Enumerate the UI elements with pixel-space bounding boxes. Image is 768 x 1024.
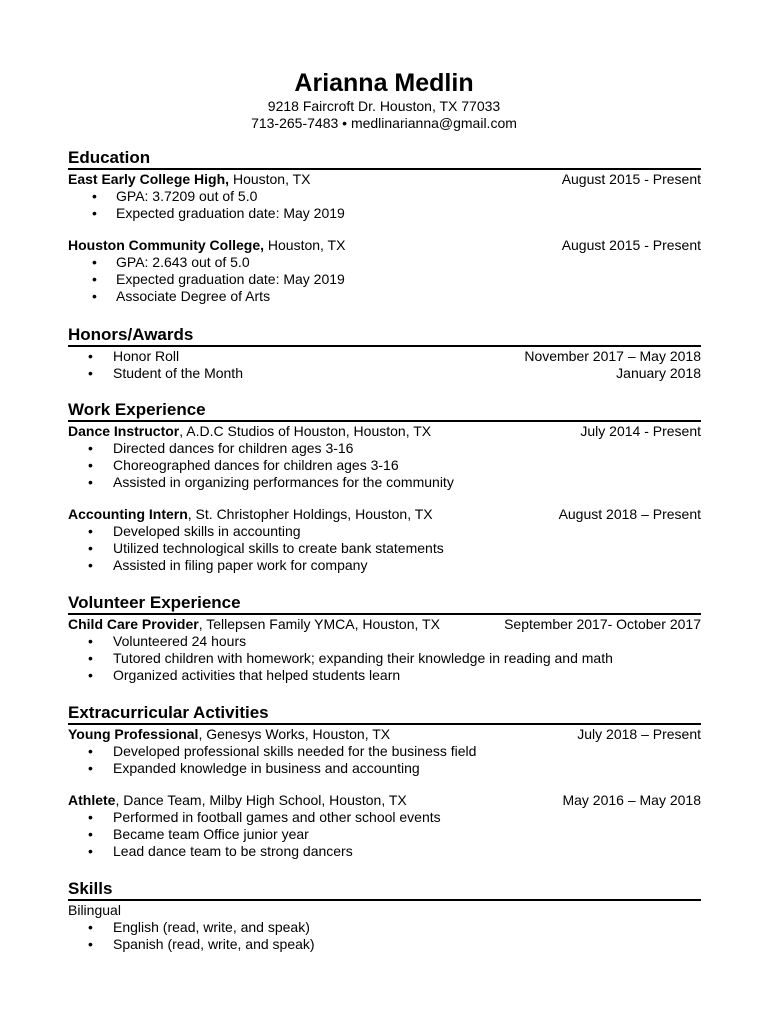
list-item: • Performed in football games and other school events: [68, 809, 701, 826]
section-title: Skills: [68, 879, 701, 901]
list-item: • Tutored children with homework; expanding their knowledge in reading and math: [68, 650, 701, 667]
list-item: • Spanish (read, write, and speak): [68, 936, 701, 953]
entry-date: July 2014 - Present: [580, 423, 701, 439]
resume-header: [0, 68, 768, 131]
entry-org: Houston Community College,: [68, 237, 264, 253]
section-title: Honors/Awards: [68, 325, 701, 347]
list-item: • Honor Roll November 2017 – May 2018: [68, 348, 701, 365]
entry-role: Dance Instructor: [68, 423, 180, 439]
contact-info: 713-265-7483 • medlinarianna@gmail.com: [251, 114, 517, 131]
award-date: November 2017 – May 2018: [524, 348, 701, 364]
address: 9218 Faircroft Dr. Houston, TX 77033: [267, 98, 501, 114]
entry-date: August 2015 - Present: [561, 171, 701, 187]
skill-label: Bilingual: [68, 902, 121, 918]
entry-role: Athlete: [68, 792, 116, 808]
volunteer-section: [68, 593, 701, 684]
work-section: [68, 400, 701, 574]
list-item: • Choreographed dances for children ages 3-16: [68, 457, 701, 474]
extracurricular-section: [68, 703, 701, 860]
entry-org: , St. Christopher Holdings, Houston, TX: [187, 506, 433, 522]
entry-date: May 2016 – May 2018: [562, 792, 701, 808]
list-item: • Became team Office junior year: [68, 826, 701, 843]
section-title: Work Experience: [68, 400, 701, 422]
section-title: Education: [68, 148, 701, 170]
list-item: • Lead dance team to be strong dancers: [68, 843, 701, 860]
work-entry: [68, 423, 701, 491]
education-entry: [68, 171, 701, 222]
list-item: • GPA: 2.643 out of 5.0: [68, 254, 701, 271]
honors-section: [68, 325, 701, 382]
entry-date: August 2015 - Present: [561, 237, 701, 253]
list-item: • Associate Degree of Arts: [68, 288, 701, 305]
entry-date: July 2018 – Present: [577, 726, 701, 742]
list-item: • Developed skills in accounting: [68, 523, 701, 540]
list-item: • Expanded knowledge in business and accounting: [68, 760, 701, 777]
education-section: [68, 148, 701, 305]
entry-org: , Tellepsen Family YMCA, Houston, TX: [198, 616, 440, 632]
work-entry: [68, 506, 701, 574]
list-item: • GPA: 3.7209 out of 5.0: [68, 188, 701, 205]
list-item: • Developed professional skills needed for the business field: [68, 743, 701, 760]
list-item: • English (read, write, and speak): [68, 919, 701, 936]
entry-location: Houston, TX: [264, 237, 346, 253]
section-title: Volunteer Experience: [68, 593, 701, 615]
award-date: January 2018: [616, 365, 701, 381]
entry-org: East Early College High,: [68, 171, 230, 187]
list-item: • Directed dances for children ages 3-16: [68, 440, 701, 457]
entry-date: September 2017- October 2017: [504, 616, 701, 632]
entry-role: Young Professional: [68, 726, 199, 742]
list-item: • Student of the Month January 2018: [68, 365, 701, 382]
entry-location: Houston, TX: [229, 171, 311, 187]
list-item: • Expected graduation date: May 2019: [68, 205, 701, 222]
entry-org: , Dance Team, Milby High School, Houston, TX: [115, 792, 407, 808]
entry-date: August 2018 – Present: [558, 506, 701, 522]
section-title: Extracurricular Activities: [68, 703, 701, 725]
education-entry: [68, 237, 701, 305]
volunteer-entry: [68, 616, 701, 684]
list-item: • Assisted in filing paper work for company: [68, 557, 701, 574]
candidate-name: Arianna Medlin: [294, 69, 474, 97]
list-item: • Utilized technological skills to create bank statements: [68, 540, 701, 557]
entry-org: , A.D.C Studios of Houston, Houston, TX: [179, 423, 432, 439]
skills-section: [68, 879, 701, 953]
activity-entry: [68, 726, 701, 777]
list-item: • Organized activities that helped students learn: [68, 667, 701, 684]
entry-role: Child Care Provider: [68, 616, 199, 632]
list-item: • Volunteered 24 hours: [68, 633, 701, 650]
entry-org: , Genesys Works, Houston, TX: [198, 726, 391, 742]
list-item: • Expected graduation date: May 2019: [68, 271, 701, 288]
entry-role: Accounting Intern: [68, 506, 188, 522]
activity-entry: [68, 792, 701, 860]
list-item: • Assisted in organizing performances for the community: [68, 474, 701, 491]
